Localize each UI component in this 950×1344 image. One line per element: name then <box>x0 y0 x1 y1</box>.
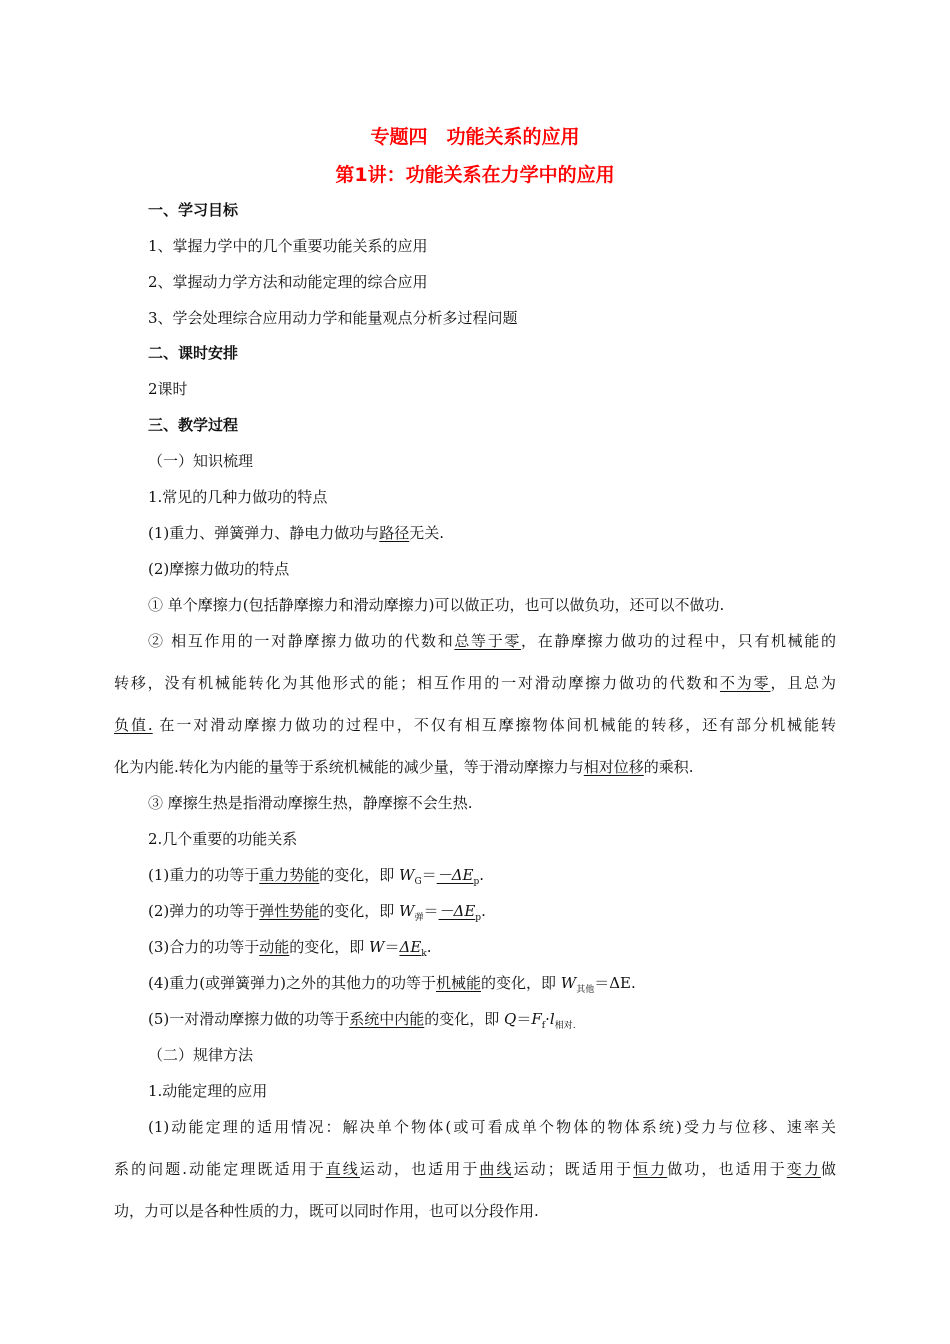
underlined-term: 负值. <box>114 716 153 734</box>
text-run: ，在静摩擦力做功的过程中，只有机械能的 <box>521 632 836 650</box>
item-1-2-b-line-4 <box>114 757 694 777</box>
underlined-term: 总等于零 <box>454 632 522 650</box>
text-run: 的变化，即 <box>319 902 400 920</box>
underlined-term: 路径 <box>379 524 410 542</box>
text-run: ＝ <box>423 902 439 920</box>
text-run: ＝ <box>516 1010 532 1028</box>
underlined-term: －ΔE <box>438 902 476 920</box>
text-run: 运动；既适用于 <box>513 1160 634 1178</box>
text-run: (4)重力(或弹簧弹力)之外的其他力的功等于 <box>148 974 436 992</box>
goals-heading: 一、学习目标 <box>148 201 239 219</box>
text-run: . <box>631 974 636 992</box>
application-line-2 <box>114 1159 836 1179</box>
item-3-heading: 1.动能定理的应用 <box>148 1082 268 1100</box>
underlined-term: 直线 <box>325 1160 360 1178</box>
text-run: ，且总为 <box>770 674 836 692</box>
text-run: 运动，也适用于 <box>359 1160 480 1178</box>
relation-1 <box>148 865 484 892</box>
part-1-heading: （一）知识梳理 <box>148 452 254 470</box>
relation-5 <box>148 1009 576 1036</box>
text-run: 在一对滑动摩擦力做功的过程中，不仅有相互摩擦物体间机械能的转移，还有部分机械能转 <box>152 716 836 734</box>
text-run: 的变化，即 <box>424 1010 505 1028</box>
text-run: 做功，也适用于 <box>667 1160 787 1178</box>
goal-item-2: 2、掌握动力学方法和动能定理的综合应用 <box>148 273 428 291</box>
text-run: 的变化，即 <box>480 974 561 992</box>
process-heading: 三、教学过程 <box>148 416 239 434</box>
schedule-text: 2课时 <box>148 380 188 398</box>
text-run: Q <box>504 1010 517 1028</box>
text-run: 的变化，即 <box>319 866 400 884</box>
text-run: · <box>545 1010 550 1028</box>
item-1-1 <box>148 523 444 543</box>
text-run: 无关. <box>409 524 445 542</box>
relation-3 <box>148 937 432 964</box>
text-run: (5)一对滑动摩擦力做的功等于 <box>148 1010 350 1028</box>
page-title: 专题四 功能关系的应用 <box>370 126 580 148</box>
text-run: 弹 <box>414 913 424 923</box>
text-run: p <box>475 913 482 923</box>
text-run: (2)弹力的功等于 <box>148 902 260 920</box>
text-run: 做 <box>820 1160 836 1178</box>
text-run: k <box>421 949 427 959</box>
relation-4 <box>148 973 636 1000</box>
text-run: (1)重力、弹簧弹力、静电力做功与 <box>148 524 380 542</box>
item-1-2-b-line-2 <box>114 673 836 693</box>
underlined-term: 曲线 <box>479 1160 514 1178</box>
text-run: ＝ <box>421 866 437 884</box>
text-run: (3)合力的功等于 <box>148 938 260 956</box>
item-1-2-a: ① 单个摩擦力(包括静摩擦力和滑动摩擦力)可以做正功，也可以做负功，还可以不做功. <box>148 596 725 614</box>
text-run: . <box>481 902 486 920</box>
text-run: W <box>399 866 415 884</box>
underlined-term: 动能 <box>259 938 290 956</box>
text-run: W <box>369 938 385 956</box>
text-run: 其他 <box>576 985 595 995</box>
text-run: 转移，没有机械能转化为其他形式的能；相互作用的一对滑动摩擦力做功的代数和 <box>114 674 720 692</box>
text-run: 相对. <box>554 1021 576 1031</box>
page-subtitle: 第1讲：功能关系在力学中的应用 <box>335 164 615 186</box>
text-run: f <box>541 1021 546 1031</box>
item-2-heading: 2.几个重要的功能关系 <box>148 830 298 848</box>
item-1-2-heading: (2)摩擦力做功的特点 <box>148 560 290 578</box>
underlined-term: 不为零 <box>719 674 771 692</box>
schedule-heading: 二、课时安排 <box>148 344 239 362</box>
item-1-2-b-line-1 <box>148 631 836 651</box>
goal-item-1: 1、掌握力学中的几个重要功能关系的应用 <box>148 237 428 255</box>
text-run: . <box>479 866 485 884</box>
part-2-heading: （二）规律方法 <box>148 1046 254 1064</box>
text-run: ＝ <box>384 938 400 956</box>
text-run: . <box>426 938 432 956</box>
underlined-term: 机械能 <box>435 974 481 992</box>
text-run: F <box>531 1010 542 1028</box>
underlined-term: 重力势能 <box>259 866 320 884</box>
text-run: p <box>473 877 480 887</box>
item-1-2-b-line-3 <box>114 715 836 735</box>
underlined-term: 恒力 <box>633 1160 668 1178</box>
goal-item-3: 3、学会处理综合应用动力学和能量观点分析多过程问题 <box>148 309 518 327</box>
text-run: W <box>560 974 577 992</box>
underlined-term: 变力 <box>786 1160 821 1178</box>
underlined-term: 相对位移 <box>583 758 644 776</box>
text-run: ② 相互作用的一对静摩擦力做功的代数和 <box>148 632 455 650</box>
item-1-2-c: ③ 摩擦生热是指滑动摩擦生热，静摩擦不会生热. <box>148 794 473 812</box>
text-run: G <box>414 877 422 887</box>
text-run: 化为内能.转化为内能的量等于系统机械能的减少量，等于滑动摩擦力与 <box>114 758 584 776</box>
text-run: l <box>549 1010 555 1028</box>
application-line-1: (1)动能定理的适用情况：解决单个物体(或可看成单个物体的物体系统)受力与位移、速率关 <box>148 1118 836 1136</box>
underlined-term: 系统中内能 <box>349 1010 425 1028</box>
text-run: 的变化，即 <box>289 938 370 956</box>
text-run: W <box>399 902 415 920</box>
application-line-3: 功，力可以是各种性质的力，既可以同时作用，也可以分段作用. <box>114 1202 539 1220</box>
text-run: ＝ΔE <box>594 974 631 992</box>
item-1-heading: 1.常见的几种力做功的特点 <box>148 488 328 506</box>
text-run: (1)重力的功等于 <box>148 866 260 884</box>
text-run: 的乘积. <box>643 758 694 776</box>
underlined-term: －ΔE <box>436 866 474 884</box>
underlined-term: ΔE <box>399 938 422 956</box>
text-run: 系的问题.动能定理既适用于 <box>114 1160 326 1178</box>
underlined-term: 弹性势能 <box>259 902 320 920</box>
relation-2 <box>148 901 486 928</box>
